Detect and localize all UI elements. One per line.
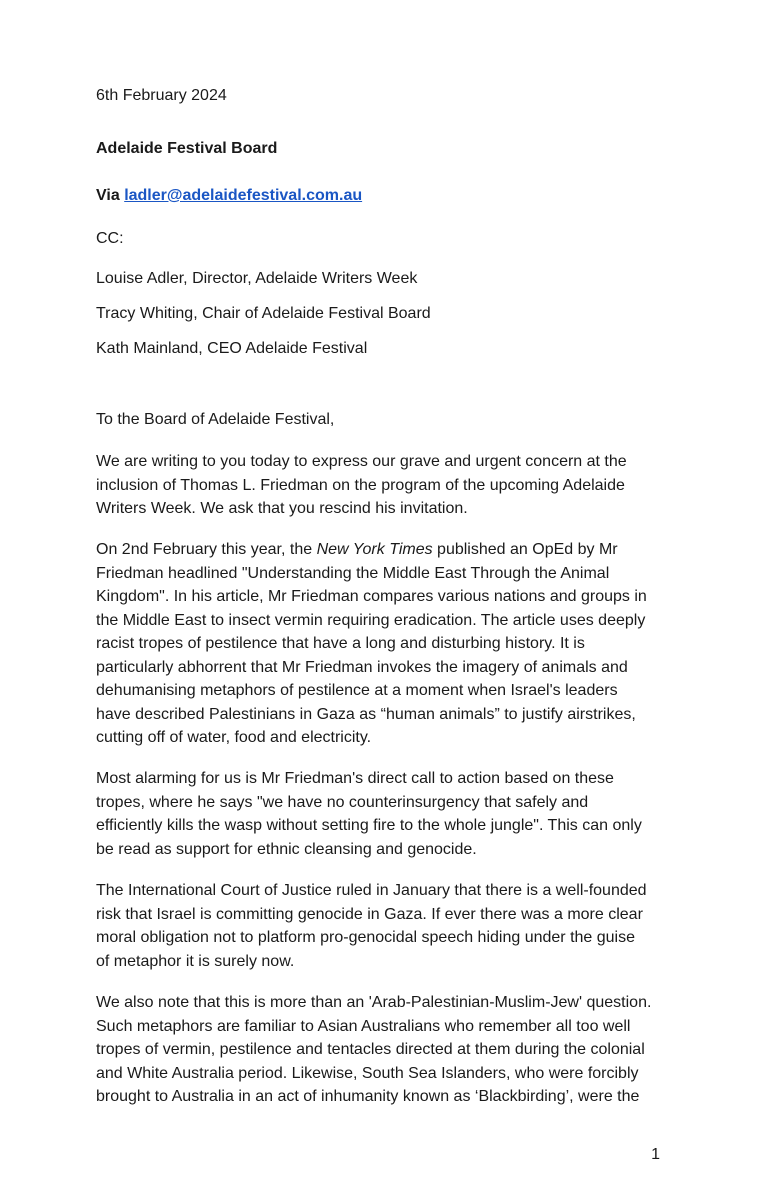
paragraph-line: inclusion of Thomas L. Friedman on the program of the upcoming Adelaide [96, 476, 625, 494]
paragraph-line: cutting off of water, food and electricity. [96, 729, 372, 746]
publication-name: New York Times [316, 541, 433, 558]
paragraph-line: moral obligation not to platform pro-genocidal speech hiding under the guise [96, 929, 636, 946]
via-label: Via [96, 187, 120, 204]
paragraph-line: We are writing to you today to express our grave and urgent concern at the [96, 453, 627, 470]
paragraph-line: tropes of vermin, pestilence and tentacles directed at them during the colonial [96, 1041, 645, 1058]
paragraph-line: Most alarming for us is Mr Friedman's direct call to action based on these [96, 770, 614, 787]
recipient-heading: Adelaide Festival Board [96, 140, 278, 157]
paragraph-line: racist tropes of pestilence that have a long and disturbing history. It is [96, 635, 585, 652]
text-segment: published an OpEd by Mr [432, 541, 618, 558]
paragraph-line: Friedman headlined "Understanding the Middle East Through the Animal [96, 564, 610, 582]
page-number: 1 [651, 1146, 660, 1163]
cc-item: Kath Mainland, CEO Adelaide Festival [96, 340, 368, 357]
via-line [96, 184, 362, 208]
paragraph-2 [96, 538, 676, 750]
paragraph-line: tropes, where he says "we have no counterinsurgency that safely and [96, 793, 589, 811]
paragraph-line: efficiently kills the wasp without setting fire to the whole jungle". This can only [96, 817, 642, 834]
paragraph-5 [96, 991, 676, 1109]
paragraph-line: We also note that this is more than an 'Arab-Palestinian-Muslim-Jew' question. [96, 994, 652, 1011]
paragraph-line: Such metaphors are familiar to Asian Australians who remember all too well [96, 1017, 631, 1035]
paragraph-line: the Middle East to insect vermin requiring eradication. The article uses deeply [96, 611, 646, 629]
cc-item: Tracy Whiting, Chair of Adelaide Festival Board [96, 305, 431, 322]
cc-item: Louise Adler, Director, Adelaide Writers Week [96, 270, 418, 287]
paragraph-line: Kingdom". In his article, Mr Friedman compares various nations and groups in [96, 588, 647, 605]
paragraph-3 [96, 767, 676, 861]
paragraph-line: have described Palestinians in Gaza as “human animals” to justify airstrikes, [96, 705, 636, 723]
paragraph-line: brought to Australia in an act of inhumanity known as ‘Blackbirding’, were the [96, 1088, 640, 1105]
paragraph-line: and White Australia period. Likewise, South Sea Islanders, who were forcibly [96, 1064, 639, 1082]
letter-date: 6th February 2024 [96, 87, 227, 104]
cc-label: CC: [96, 230, 124, 247]
paragraph-line: be read as support for ethnic cleansing and genocide. [96, 840, 477, 858]
paragraph-line: dehumanising metaphors of pestilence at a moment when Israel's leaders [96, 682, 618, 699]
email-link[interactable]: ladler@adelaidefestival.com.au [124, 187, 363, 204]
paragraph-1 [96, 450, 676, 521]
paragraph-line: particularly abhorrent that Mr Friedman invokes the imagery of animals and [96, 658, 628, 676]
paragraph-line: Writers Week. We ask that you rescind his invitation. [96, 500, 468, 517]
paragraph-4 [96, 879, 676, 973]
paragraph-line: The International Court of Justice ruled in January that there is a well-founded [96, 882, 647, 899]
paragraph-line: of metaphor it is surely now. [96, 952, 295, 970]
text-segment: On 2nd February this year, the [96, 541, 317, 558]
paragraph-line: risk that Israel is committing genocide in Gaza. If ever there was a more clear [96, 905, 643, 923]
salutation: To the Board of Adelaide Festival, [96, 411, 335, 428]
paragraph-line [96, 538, 676, 562]
